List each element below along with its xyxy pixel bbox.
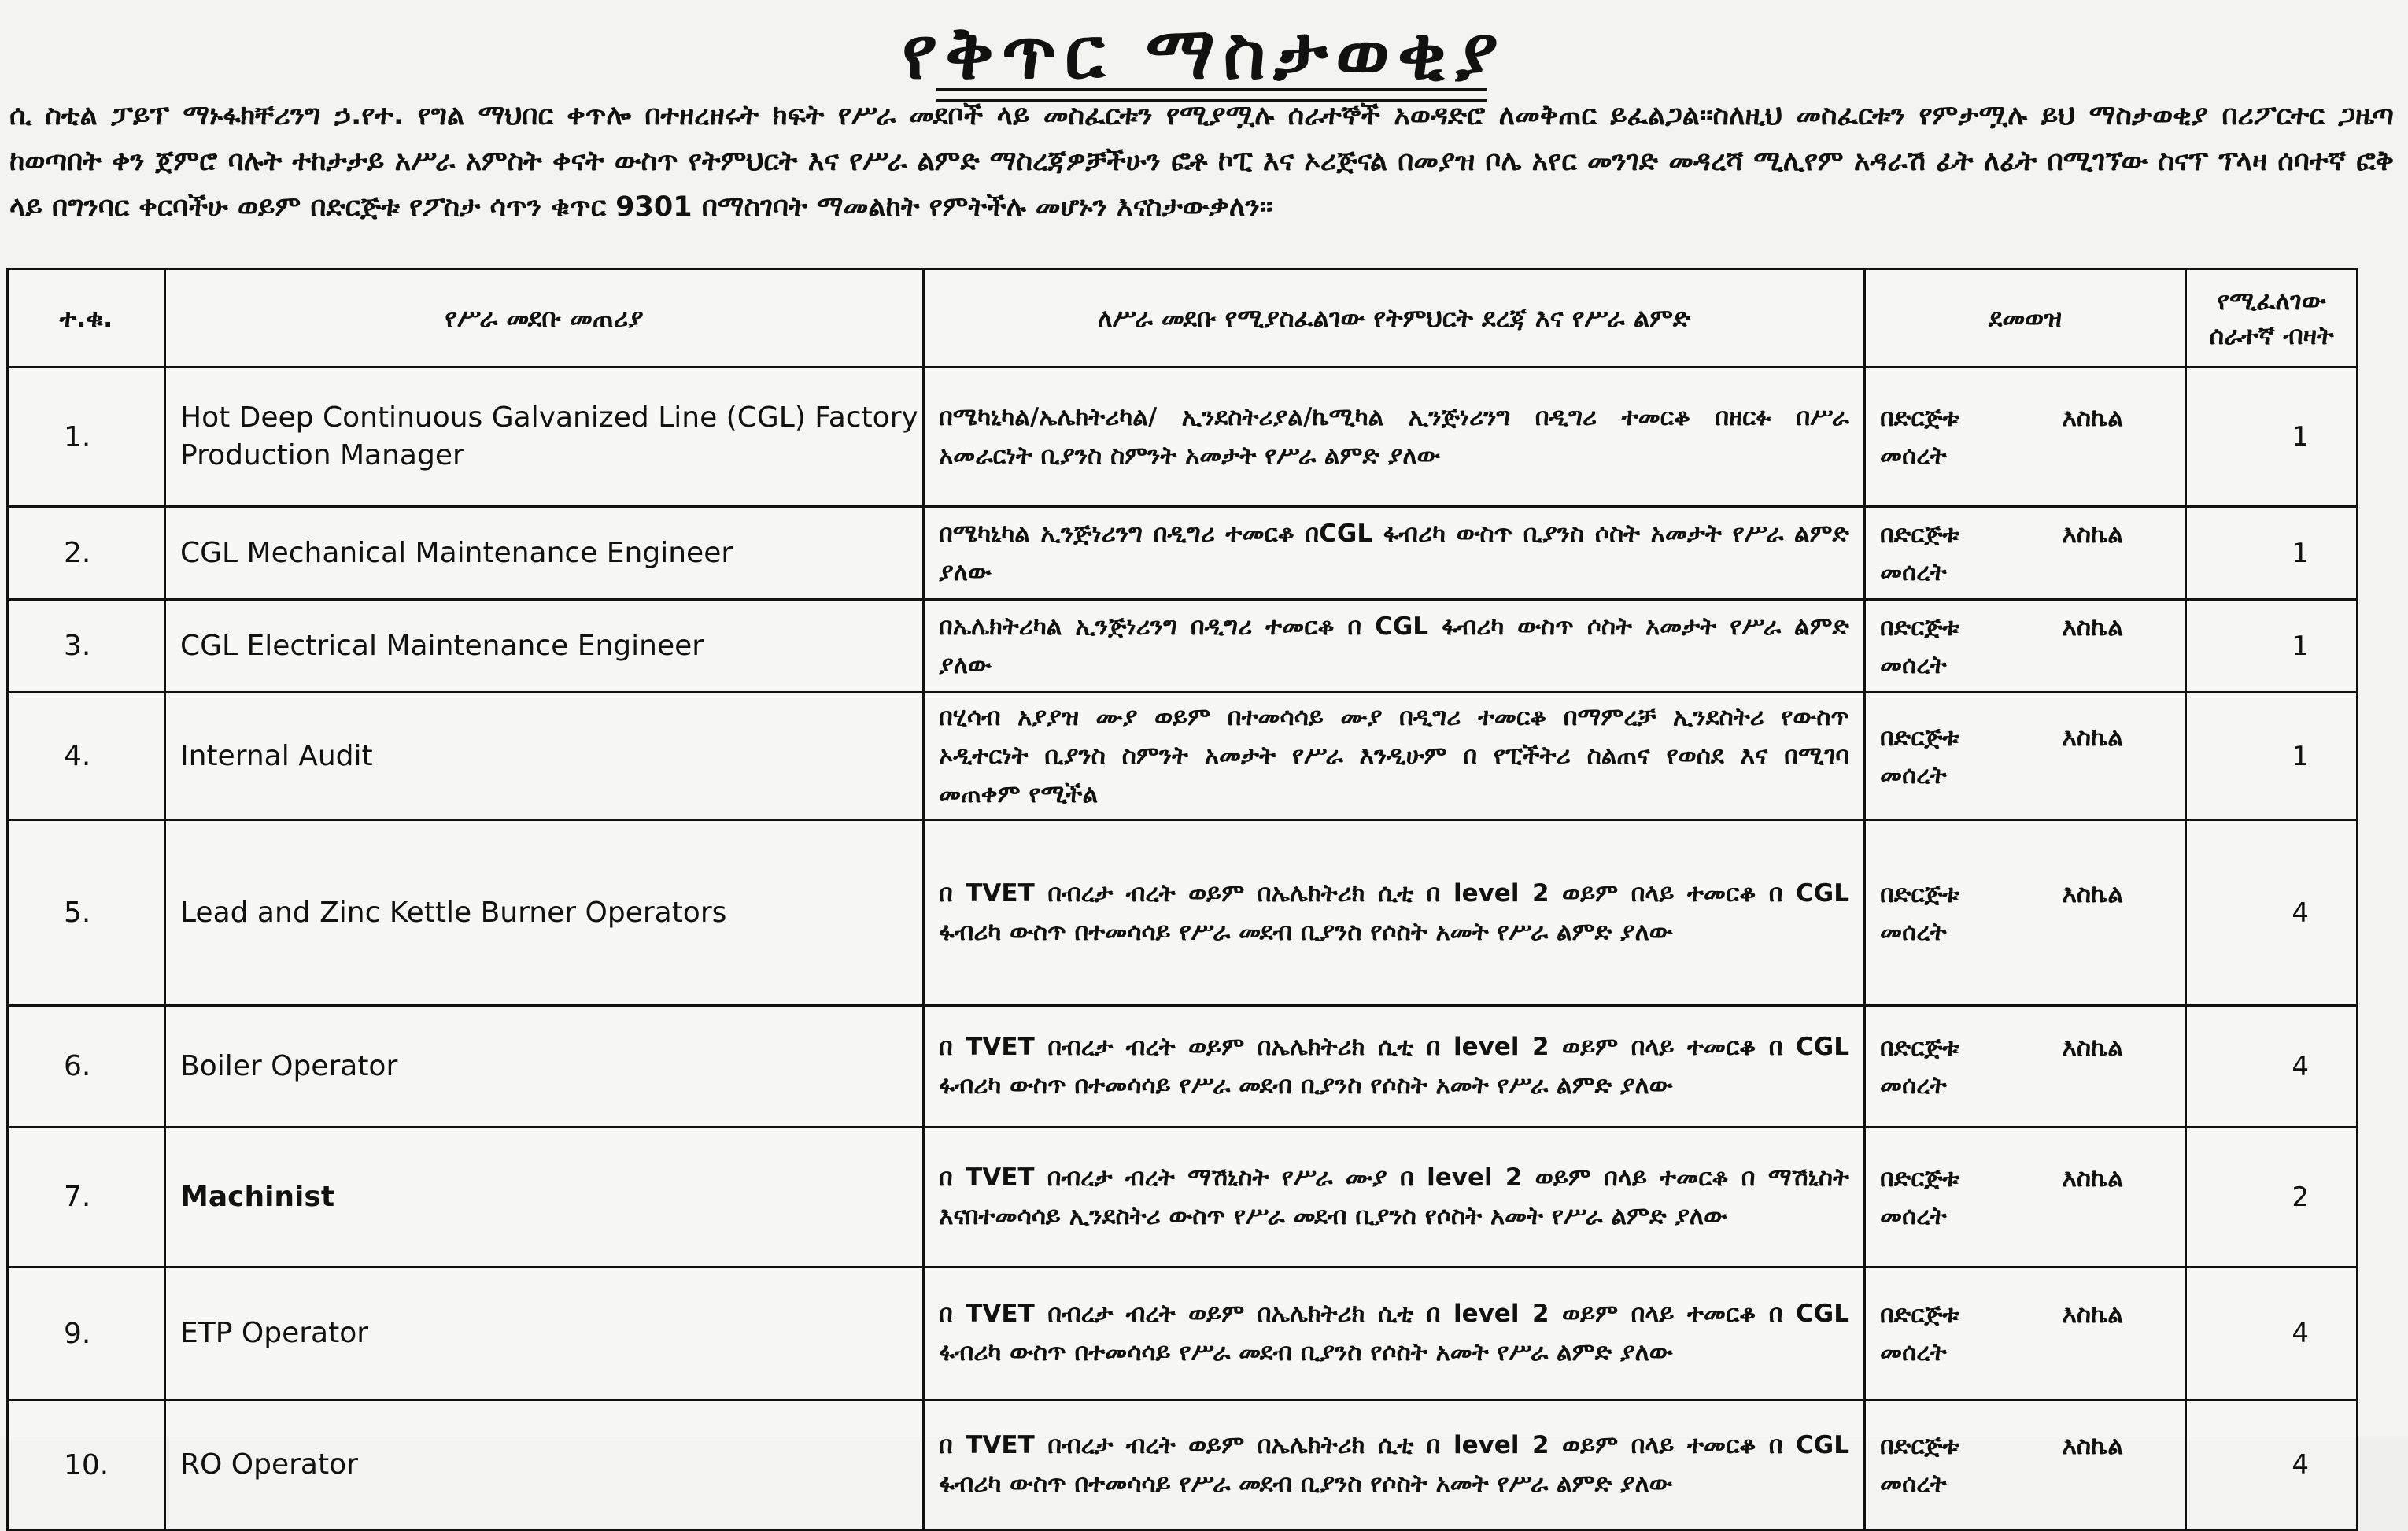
table-header-row	[8, 269, 2358, 368]
salary-text-b: እስኬል	[2062, 879, 2123, 908]
table-row	[8, 1006, 2358, 1127]
vacancy-table	[6, 268, 2358, 1531]
quantity-value: 4	[2186, 1400, 2358, 1530]
salary-cell	[1865, 1400, 2186, 1530]
table-row	[8, 820, 2358, 1006]
row-number: 9.	[8, 1267, 165, 1400]
row-number: 5.	[8, 820, 165, 1006]
salary-line-2: መሰረት	[1880, 1470, 1947, 1498]
position-title: ETP Operator	[165, 1267, 924, 1400]
salary-line-1	[1880, 1029, 2170, 1067]
salary-cell	[1865, 600, 2186, 693]
salary-cell	[1865, 1006, 2186, 1127]
salary-line-2: መሰረት	[1880, 442, 1947, 470]
header-no: ተ.ቁ.	[8, 269, 165, 368]
salary-text-a: በድርጅቱ	[1880, 1432, 1959, 1460]
position-title: CGL Mechanical Maintenance Engineer	[165, 507, 924, 600]
salary-cell	[1865, 1127, 2186, 1267]
salary-text-b: እስኬል	[2062, 404, 2123, 432]
salary-text-a: በድርጅቱ	[1880, 612, 1959, 642]
salary-line-1	[1880, 399, 2170, 437]
salary-line-2: መሰረት	[1880, 1201, 1947, 1230]
salary-cell	[1865, 1267, 2186, 1400]
quantity-value: 4	[2186, 1267, 2358, 1400]
position-title: Boiler Operator	[165, 1006, 924, 1127]
salary-text-a: በድርጅቱ	[1880, 1163, 1959, 1193]
salary-text-a: በድርጅቱ	[1880, 723, 1959, 752]
requirements-text: በ TVET በብረታ ብረት ማሽኒስት የሥራ ሙያ በ level 2 ወይም በላይ ተመርቆ በ ማሽኒስት እናበተመሳሳይ ኢንደስትሪ ውስጥ የሥራ መደብ ቢያንስ የሶስት አመት የሥራ ልምድ ያለው	[924, 1127, 1865, 1267]
requirements-text: በሜካኒካል/ኤሌክትሪካል/ ኢንደስትሪያል/ኬሚካል ኢንጅነሪንግ በዲግሪ ተመርቆ በዘርፉ በሥራ አመራርነት ቢያንስ ስምንት አመታት የሥራ ልምድ ያለው	[924, 368, 1865, 507]
row-number: 3.	[8, 600, 165, 693]
salary-text-b: እስኬል	[2062, 1432, 2123, 1460]
table-row	[8, 1267, 2358, 1400]
salary-text-b: እስኬል	[2062, 612, 2123, 642]
position-title: Hot Deep Continuous Galvanized Line (CGL) Factory Production Manager	[165, 368, 924, 507]
row-number: 1.	[8, 368, 165, 507]
table-row	[8, 693, 2358, 820]
row-number: 4.	[8, 693, 165, 820]
position-title: Lead and Zinc Kettle Burner Operators	[165, 820, 924, 1006]
header-requirements: ለሥራ መደቡ የሚያስፈልገው የትምህርት ደረጃ እና የሥራ ልምድ	[924, 269, 1865, 368]
header-position: የሥራ መደቡ መጠሪያ	[165, 269, 924, 368]
position-title: CGL Electrical Maintenance Engineer	[165, 600, 924, 693]
salary-line-2: መሰረት	[1880, 917, 1947, 946]
requirements-text: በ TVET በብረታ ብረት ወይም በኤሌክትሪክ ሲቲ በ level 2 ወይም በላይ ተመርቆ በ CGL ፋብሪካ ውስጥ በተመሳሳይ የሥራ መደብ ቢያንስ የሶስት አመት የሥራ ልምድ ያለው	[924, 1267, 1865, 1400]
salary-line-2: መሰረት	[1880, 557, 1947, 586]
salary-line-2: መሰረት	[1880, 650, 1947, 679]
header-quantity: የሚፈለገው ሰራተኛ ብዛት	[2186, 269, 2358, 368]
salary-line-1	[1880, 719, 2170, 756]
quantity-value: 1	[2186, 600, 2358, 693]
salary-text-a: በድርጅቱ	[1880, 879, 1959, 908]
salary-text-b: እስኬል	[2062, 1033, 2123, 1062]
table-row	[8, 507, 2358, 600]
position-title: RO Operator	[165, 1400, 924, 1530]
quantity-value: 1	[2186, 507, 2358, 600]
page-title: የቅጥር ማስታወቂያ	[902, 11, 1506, 95]
quantity-value: 2	[2186, 1127, 2358, 1267]
quantity-value: 4	[2186, 820, 2358, 1006]
requirements-text: በሜካኒካል ኢንጅነሪንግ በዲግሪ ተመርቆ በCGL ፋብሪካ ውስጥ ቢያንስ ሶስት አመታት የሥራ ልምድ ያለው	[924, 507, 1865, 600]
intro-paragraph: ሲ ስቲል ፓይፕ ማኑፋክቸሪንግ ኃ.የተ. የግል ማህበር ቀጥሎ በተዘረዘሩት ክፍት የሥራ መደቦች ላይ መስፈርቱን የሚያሟሉ ሰራተኞች አወዳድሮ ለመቅጠር ይፈልጋል፡፡ስለዚህ መስፈርቱን የምታሟሉ ይህ ማስታወቂያ በሪፖርተር ጋዜጣ ከወጣበት ቀን ጀምሮ ባሉት ተከታታይ አሥራ አምስት ቀናት ውስጥ የትምህርት እና የሥራ ልምድ ማስረጃዎቻችሁን ፎቶ ኮፒ እና ኦሪጅናል በመያዝ ቦሌ አየር መንገድ መዳረሻ ሚሊየም አዳራሽ ፊት ለፊት በሚገኘው ስናፕ ፕላዛ ሰባተኛ ፎቅ ላይ በግንባር ቀርባችሁ ወይም በድርጅቱ የፖስታ ሳጥን ቁጥር 9301 በማስገባት ማመልከት የምትችሉ መሆኑን እናስታውቃለን፡፡	[9, 100, 2394, 223]
position-title: Internal Audit	[165, 693, 924, 820]
salary-text-a: በድርጅቱ	[1880, 1300, 1959, 1329]
position-title: Machinist	[165, 1127, 924, 1267]
salary-line-2: መሰረት	[1880, 760, 1947, 790]
salary-line-1	[1880, 516, 2170, 553]
header-salary: ደመወዝ	[1865, 269, 2186, 368]
row-number: 2.	[8, 507, 165, 600]
salary-text-a: በድርጅቱ	[1880, 404, 1959, 432]
salary-text-a: በድርጅቱ	[1880, 520, 1959, 549]
quantity-value: 1	[2186, 368, 2358, 507]
requirements-text: በ TVET በብረታ ብረት ወይም በኤሌክትሪክ ሲቲ በ level 2 ወይም በላይ ተመርቆ በ CGL ፋብሪካ ውስጥ በተመሳሳይ የሥራ መደብ ቢያንስ የሶስት አመት የሥራ ልምድ ያለው	[924, 1400, 1865, 1530]
requirements-text: በ TVET በብረታ ብረት ወይም በኤሌክትሪክ ሲቲ በ level 2 ወይም በላይ ተመርቆ በ CGL ፋብሪካ ውስጥ በተመሳሳይ የሥራ መደብ ቢያንስ የሶስት አመት የሥራ ልምድ ያለው	[924, 820, 1865, 1006]
salary-cell	[1865, 507, 2186, 600]
table-row	[8, 368, 2358, 507]
row-number: 6.	[8, 1006, 165, 1127]
salary-text-b: እስኬል	[2062, 723, 2123, 752]
salary-text-b: እስኬል	[2062, 1300, 2123, 1329]
requirements-text: በሂሳብ አያያዝ ሙያ ወይም በተመሳሳይ ሙያ በዲግሪ ተመርቆ በማምረቻ ኢንደስትሪ የውስጥ ኦዲተርነት ቢያንስ ስምንት አመታት የሥራ እንዲሁም በ የፒችትሪ ስልጠና የወሰደ እና በሚገባ መጠቀም የሚችል	[924, 693, 1865, 820]
table-row	[8, 600, 2358, 693]
salary-text-b: እስኬል	[2062, 520, 2123, 549]
quantity-value: 1	[2186, 693, 2358, 820]
salary-line-1	[1880, 1296, 2170, 1333]
salary-text-a: በድርጅቱ	[1880, 1033, 1959, 1062]
row-number: 7.	[8, 1127, 165, 1267]
quantity-value: 4	[2186, 1006, 2358, 1127]
salary-text-b: እስኬል	[2062, 1163, 2123, 1193]
requirements-text: በኤሌክትሪካል ኢንጅነሪንግ በዲግሪ ተመርቆ በ CGL ፋብሪካ ውስጥ ሶስት አመታት የሥራ ልምድ ያለው	[924, 600, 1865, 693]
requirements-text: በ TVET በብረታ ብረት ወይም በኤሌክትሪክ ሲቲ በ level 2 ወይም በላይ ተመርቆ በ CGL ፋብሪካ ውስጥ በተመሳሳይ የሥራ መደብ ቢያንስ የሶስት አመት የሥራ ልምድ ያለው	[924, 1006, 1865, 1127]
salary-line-1	[1880, 1159, 2170, 1197]
salary-line-1	[1880, 875, 2170, 913]
table-row	[8, 1400, 2358, 1530]
salary-line-1	[1880, 608, 2170, 646]
salary-line-1	[1880, 1427, 2170, 1465]
salary-cell	[1865, 368, 2186, 507]
table-row	[8, 1127, 2358, 1267]
salary-line-2: መሰረት	[1880, 1071, 1947, 1100]
salary-line-2: መሰረት	[1880, 1338, 1947, 1366]
row-number: 10.	[8, 1400, 165, 1530]
salary-cell	[1865, 820, 2186, 1006]
salary-cell	[1865, 693, 2186, 820]
